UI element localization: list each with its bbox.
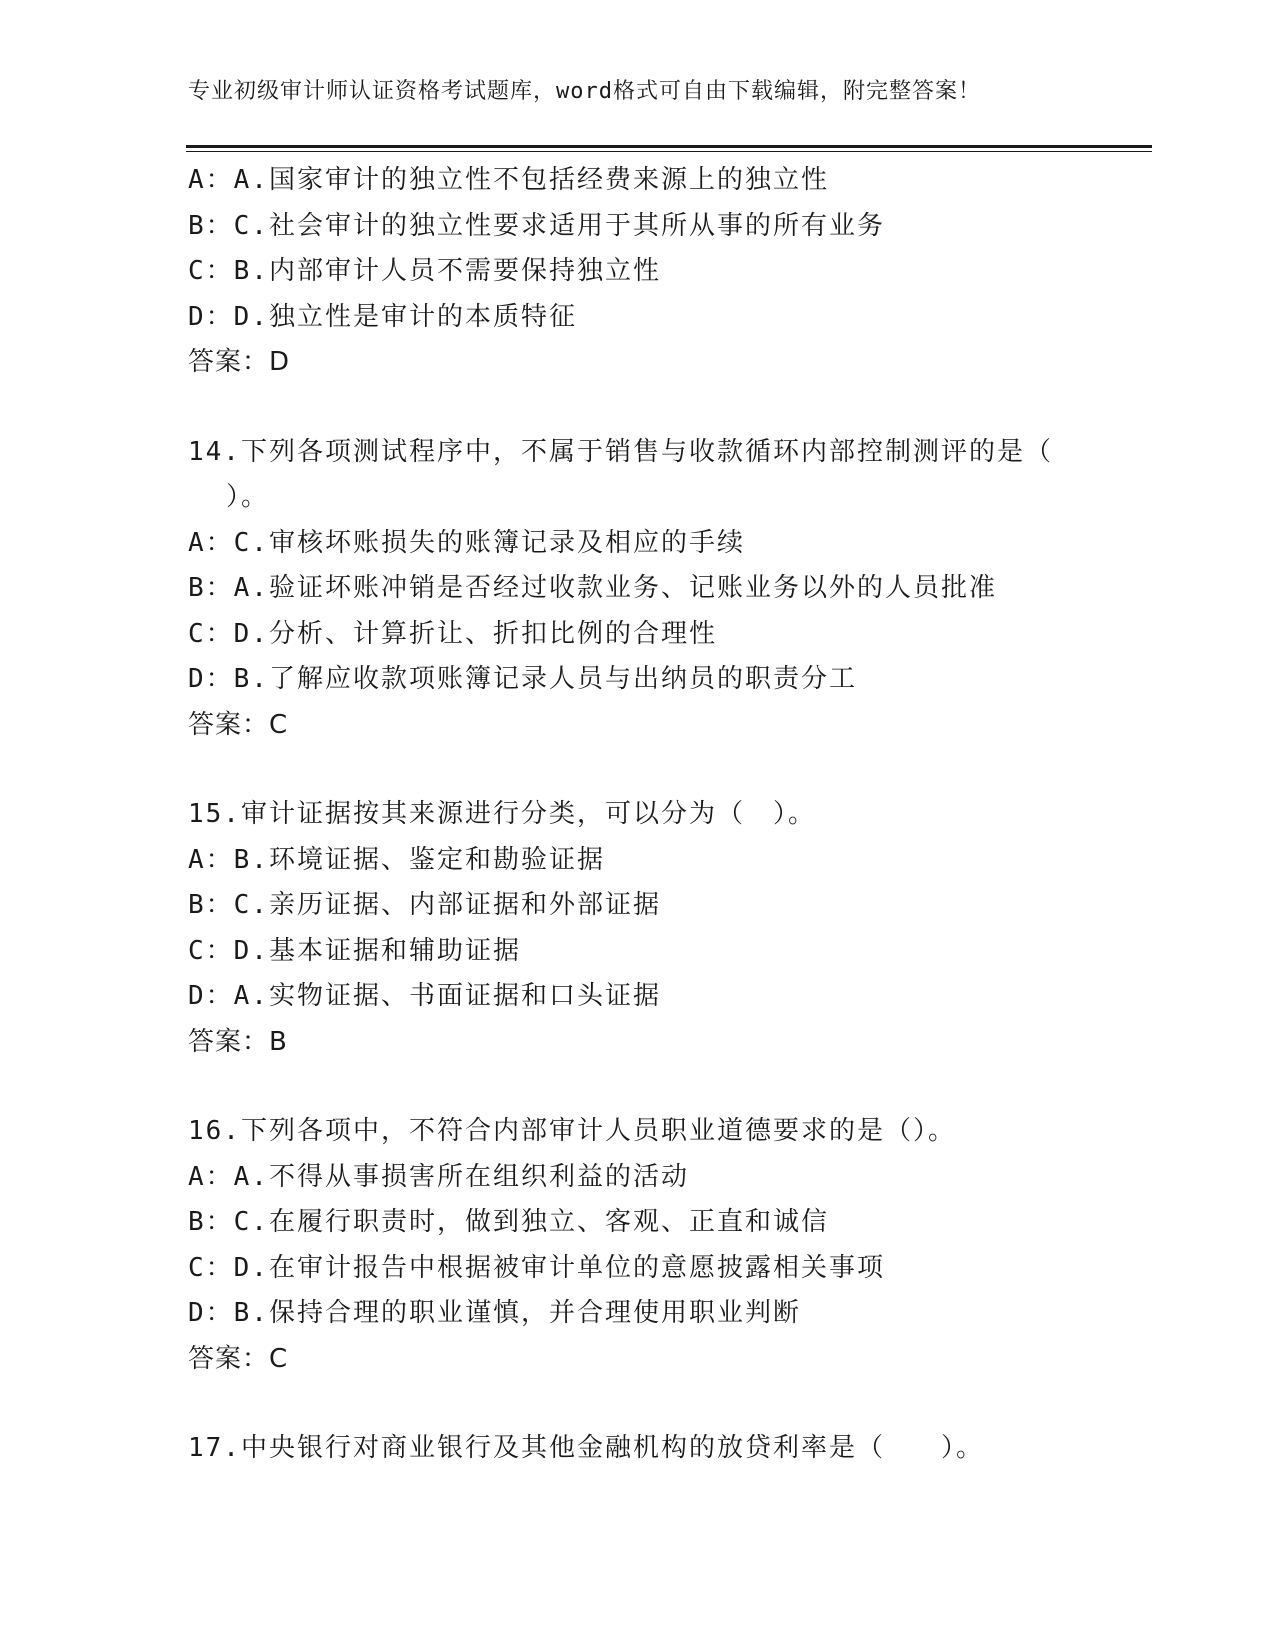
option-b: B：C.在履行职责时，做到独立、客观、正直和诚信 (188, 1207, 829, 1237)
option-d: D：D.独立性是审计的本质特征 (188, 301, 577, 332)
option-c: C：D.分析、计算折让、折扣比例的合理性 (188, 618, 717, 649)
spacer (188, 1065, 1108, 1109)
answer-line: 答案：B (188, 1026, 288, 1057)
answer-line: 答案：C (188, 709, 289, 740)
option-c: C：D.在审计报告中根据被审计单位的意愿披露相关事项 (188, 1252, 885, 1283)
document-header: 专业初级审计师认证资格考试题库，word格式可自由下载编辑，附完整答案！ (188, 79, 981, 104)
question-stem-continued: ）。 (226, 482, 270, 512)
option-d: D：B.了解应收款项账簿记录人员与出纳员的职责分工 (188, 664, 857, 694)
question-stem: 16.下列各项中，不符合内部审计人员职业道德要求的是（）。 (188, 1116, 956, 1146)
option-a: A：A.不得从事损害所在组织利益的活动 (188, 1161, 689, 1192)
option-b: B：C.亲历证据、内部证据和外部证据 (188, 890, 661, 920)
spacer (188, 1382, 1108, 1426)
spacer (188, 748, 1108, 792)
option-b: B：A.验证坏账冲销是否经过收款业务、记账业务以外的人员批准 (188, 573, 997, 603)
option-d: D：A.实物证据、书面证据和口头证据 (188, 981, 661, 1011)
question-content (188, 158, 1108, 1472)
option-b: B：C.社会审计的独立性要求适用于其所从事的所有业务 (188, 210, 885, 241)
question-17 (188, 1426, 1108, 1472)
option-a: A：C.审核坏账损失的账簿记录及相应的手续 (188, 527, 745, 558)
question-stem: 14.下列各项测试程序中，不属于销售与收款循环内部控制测评的是（ (188, 436, 1053, 467)
question-15 (188, 792, 1108, 1065)
answer-line: 答案：D (188, 347, 291, 377)
option-a: A：B.环境证据、鉴定和勘验证据 (188, 844, 605, 875)
header-divider-thin (186, 151, 1152, 152)
question-13 (188, 158, 1108, 386)
option-c: C：D.基本证据和辅助证据 (188, 935, 521, 966)
option-a: A：A.国家审计的独立性不包括经费来源上的独立性 (188, 165, 829, 195)
option-d: D：B.保持合理的职业谨慎，并合理使用职业判断 (188, 1298, 801, 1328)
option-c: C：B.内部审计人员不需要保持独立性 (188, 256, 661, 286)
answer-line: 答案：C (188, 1343, 289, 1374)
question-stem: 15.审计证据按其来源进行分类，可以分为（ ）。 (188, 799, 816, 829)
header-divider (186, 145, 1152, 148)
question-16 (188, 1109, 1108, 1382)
question-14 (188, 430, 1108, 749)
question-stem: 17.中央银行对商业银行及其他金融机构的放贷利率是（ ）。 (188, 1433, 984, 1463)
spacer (188, 386, 1108, 430)
